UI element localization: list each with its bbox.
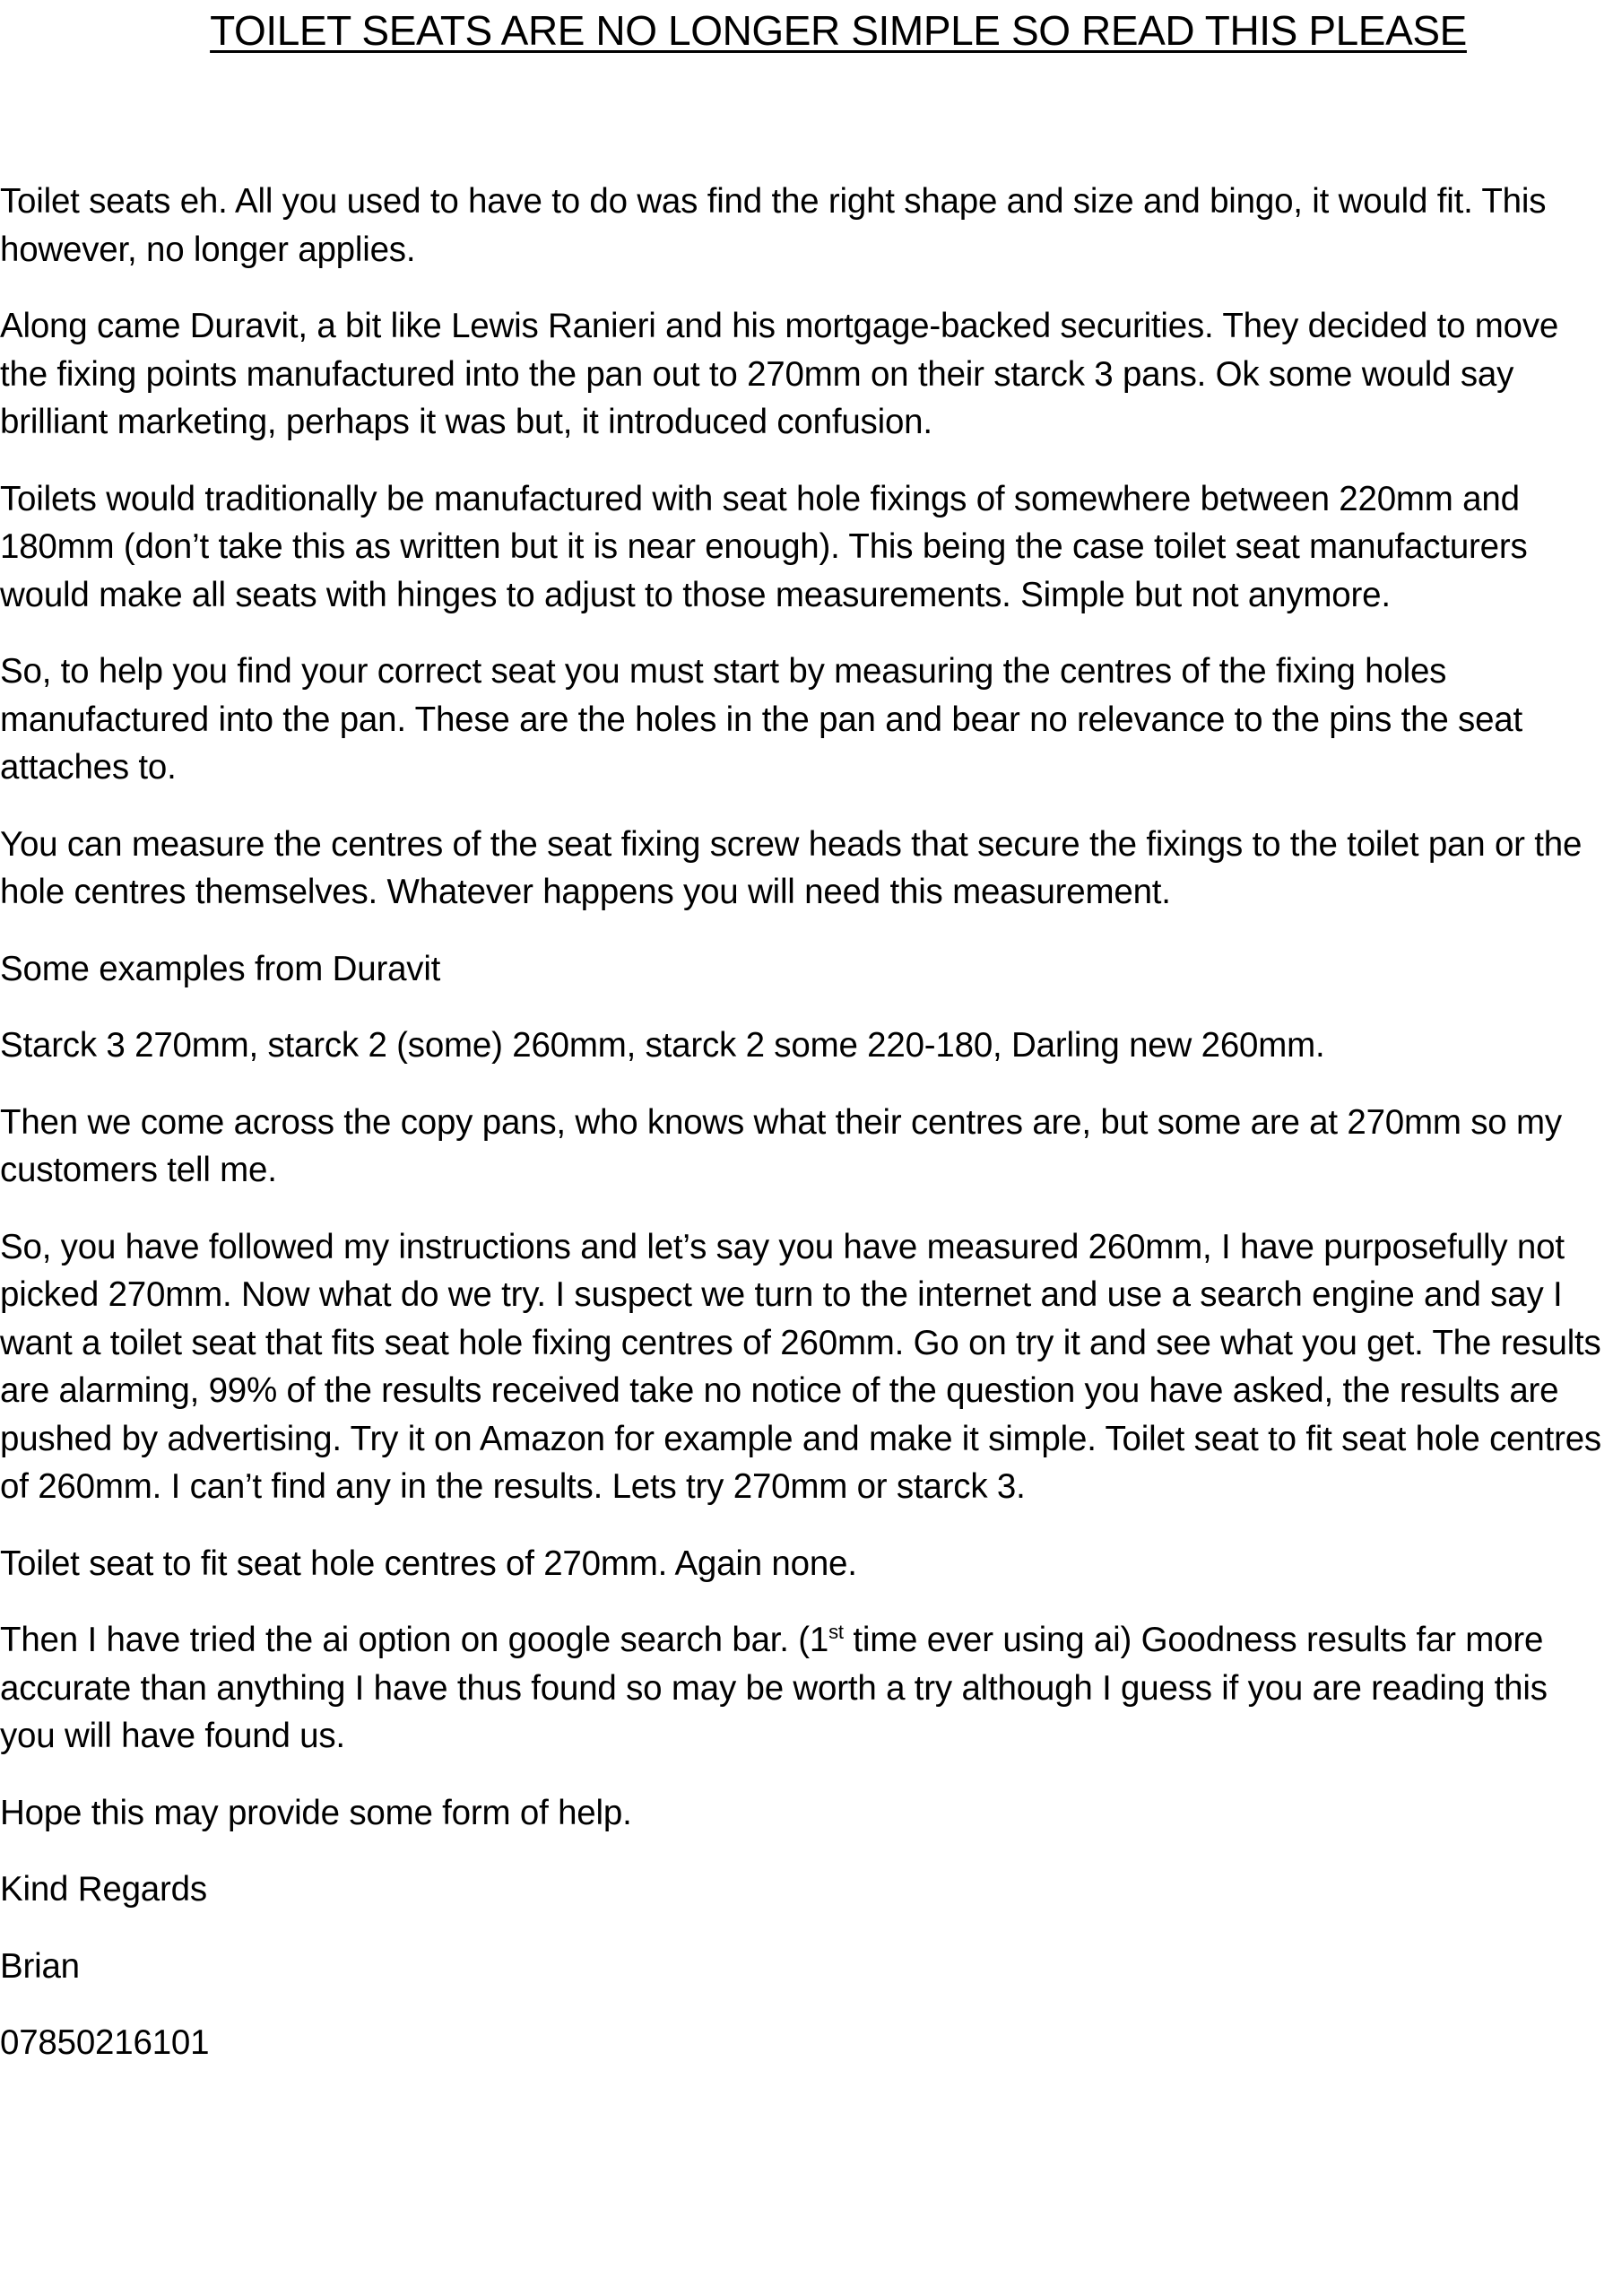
ai-text-after: time ever using ai) Goodness results far more accurate than anything I have thus found so may be worth a try although I guess if you are reading this you will have found us. [0,1621,1548,1755]
paragraph-screw-heads: You can measure the centres of the seat fixing screw heads that secure the fixings to the toilet pan or the hole centres themselves. Whatever happens you will need this measurement. [0,824,1583,911]
paragraph-examples-heading: Some examples from Duravit [0,949,441,988]
document-title: TOILET SEATS ARE NO LONGER SIMPLE SO READ THIS PLEASE [210,7,1467,54]
signoff-regards: Kind Regards [0,1870,207,1909]
contact-phone: 07850216101 [0,2023,210,2062]
ordinal-superscript: st [828,1621,844,1644]
paragraph-search-engines: So, you have followed my instructions and let’s say you have measured 260mm, I have purposefully not picked 270mm. Now what do we try. I suspect we turn to the internet and use a search engine and say I want a toilet seat that fits seat hole fixing centres of 260mm. Go on try it and see what you get. The results are alarming, 99% of the results received take no notice of the question you have asked, the results are pushed by advertising. Try it on Amazon for example and make it simple. Toilet seat to fit seat hole centres of 260mm. I can’t find any in the results. Lets try 270mm or starck 3. [0,1227,1601,1506]
ai-text-before: Then I have tried the ai option on google search bar. (1 [0,1621,829,1659]
paragraph-measuring: So, to help you find your correct seat you must start by measuring the centres of the fixing holes manufactured into the pan. These are the holes in the pan and bear no relevance to the pins the seat attaches to. [0,652,1523,787]
paragraph-intro: Toilet seats eh. All you used to have to do was find the right shape and size and bingo, it would fit. This however, no longer applies. [0,182,1547,269]
paragraph-copy-pans: Then we come across the copy pans, who knows what their centres are, but some are at 270mm so my customers tell me. [0,1102,1562,1189]
paragraph-ai-option [0,1616,1605,1761]
document-body [0,178,1605,2096]
paragraph-hope-help: Hope this may provide some form of help. [0,1793,632,1832]
paragraph-examples-list: Starck 3 270mm, starck 2 (some) 260mm, starck 2 some 220-180, Darling new 260mm. [0,1026,1325,1065]
signoff-name: Brian [0,1946,80,1986]
paragraph-traditional-fixings: Toilets would traditionally be manufactured with seat hole fixings of somewhere between 220mm and 180mm (don’t take this as written but it is near enough). This being the case toilet seat manufacturers would make all seats with hinges to adjust to those measurements. Simple but not anymore. [0,479,1528,614]
paragraph-270mm-search: Toilet seat to fit seat hole centres of 270mm. Again none. [0,1544,857,1583]
paragraph-duravit: Along came Duravit, a bit like Lewis Ranieri and his mortgage-backed securities. They decided to move the fixing points manufactured into the pan out to 270mm on their starck 3 pans. Ok some would say brilliant marketing, perhaps it was but, it introduced confusion. [0,307,1559,441]
